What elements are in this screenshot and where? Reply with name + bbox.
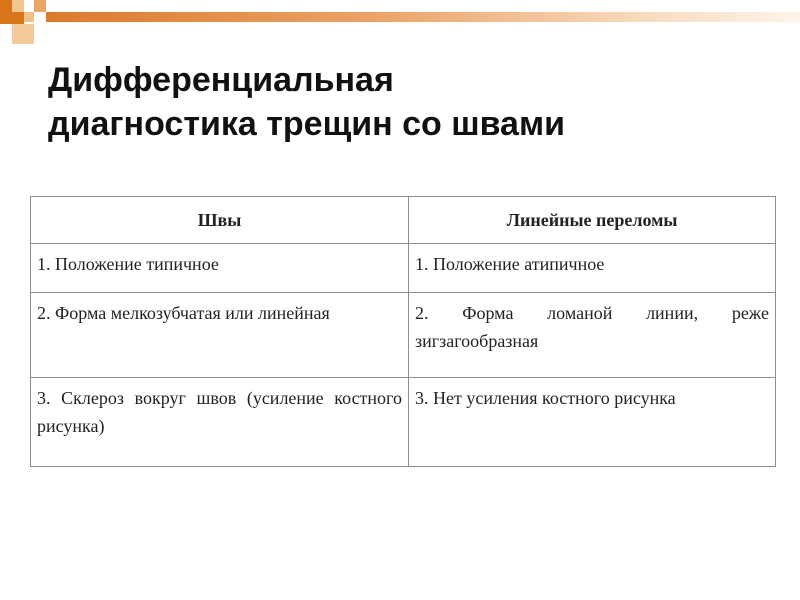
table-row (31, 244, 776, 293)
table-cell: 2. Форма ломаной линии, реже зигзагообразная (409, 293, 776, 378)
decor-gradient-band (46, 12, 800, 22)
slide-title-line-1: Дифференциальная (48, 61, 394, 99)
slide-title (48, 58, 768, 146)
comparison-table (30, 196, 776, 467)
table-cell: 1. Положение атипичное (409, 244, 776, 293)
table-header-row (31, 197, 776, 244)
table-cell: 3. Нет усиления костного рисунка (409, 378, 776, 467)
slide-title-line-2: диагностика трещин со швами (48, 105, 566, 143)
header-linear-fractures: Линейные переломы (409, 197, 776, 244)
table-row (31, 378, 776, 467)
decor-square (12, 0, 24, 12)
table-row (31, 293, 776, 378)
table-cell: 2. Форма мелкозубчатая или линейная (31, 293, 409, 378)
table-cell: 1. Положение типичное (31, 244, 409, 293)
decor-square (24, 12, 34, 22)
decor-square (34, 0, 46, 12)
table-cell: 3. Склероз вокруг швов (усиление костного рисунка) (31, 378, 409, 467)
decor-square (12, 24, 34, 44)
header-sutures: Швы (31, 197, 409, 244)
